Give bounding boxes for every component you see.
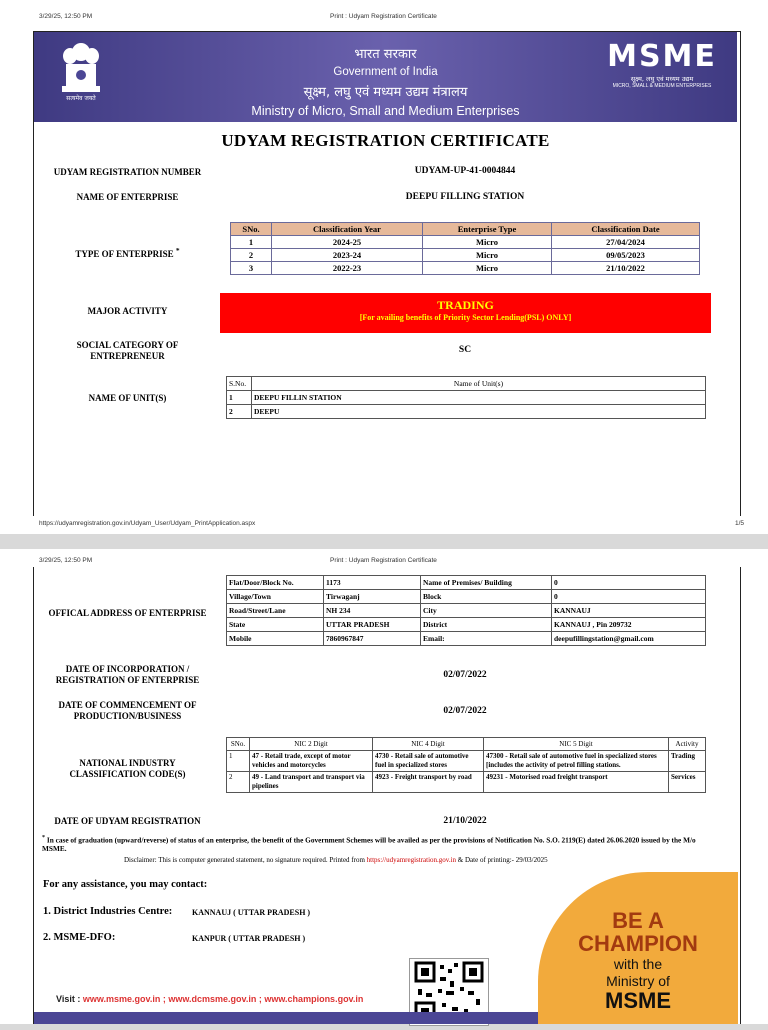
classification-table — [230, 222, 700, 275]
col-header: Classification Year — [272, 223, 423, 236]
col-header: SNo. — [231, 223, 272, 236]
table-row — [227, 576, 706, 590]
table-cell: 27/04/2024 — [552, 236, 700, 249]
name-value: DEEPU FILLING STATION — [405, 192, 525, 202]
champion-line-2: CHAMPION — [578, 931, 698, 956]
udyam-reg-date: 21/10/2022 — [443, 816, 487, 826]
table-cell: Services — [669, 772, 706, 793]
table-cell: DEEPU — [252, 405, 706, 419]
print-datetime: 3/29/25, 12:50 PM — [39, 557, 93, 564]
udyam-reg-date-label: DATE OF UDYAM REGISTRATION — [54, 816, 201, 826]
col-header: Enterprise Type — [423, 223, 552, 236]
table-cell: City — [421, 604, 552, 618]
major-activity-value: TRADING — [437, 298, 494, 312]
table-cell: 1 — [227, 751, 250, 772]
hindi-govt: भारत सरकार — [354, 47, 417, 62]
incorporation-label-1: DATE OF INCORPORATION / — [65, 664, 190, 674]
table-cell: State — [227, 618, 324, 632]
type-label — [40, 246, 215, 259]
table-header-row — [231, 223, 700, 236]
dfo-value: KANPUR ( UTTAR PRADESH ) — [192, 934, 306, 943]
champion-line-5: MSME — [605, 988, 671, 1013]
table-cell: Mobile — [227, 632, 324, 646]
table-cell: 2 — [231, 249, 272, 262]
champion-line-4: Ministry of — [606, 973, 670, 989]
address-table — [226, 575, 706, 646]
table-cell: Tirwaganj — [324, 590, 421, 604]
table-cell: 1173 — [324, 576, 421, 590]
incorporation-date: 02/07/2022 — [443, 670, 487, 680]
msme-logo-text: MSME — [607, 39, 717, 74]
table-cell: 2022-23 — [272, 262, 423, 275]
govt-title: Government of India — [333, 66, 438, 78]
table-cell: DEEPU FILLIN STATION — [252, 391, 706, 405]
table-cell: 21/10/2022 — [552, 262, 700, 275]
table-cell: Micro — [423, 262, 552, 275]
hindi-ministry: सूक्ष्म, लघु एवं मध्यम उद्यम मंत्रालय — [303, 85, 468, 100]
social-category-label-2: ENTREPRENEUR — [90, 351, 165, 361]
table-row — [231, 236, 700, 249]
emblem-caption: सत्यमेव जयते — [66, 95, 96, 102]
table-cell: Village/Town — [227, 590, 324, 604]
table-cell: Trading — [669, 751, 706, 772]
msme-logo-caption: MICRO, SMALL & MEDIUM ENTERPRISES — [612, 83, 712, 89]
table-cell: NH 234 — [324, 604, 421, 618]
table-cell: 09/05/2023 — [552, 249, 700, 262]
table-cell: 4923 - Freight transport by road — [373, 772, 484, 793]
major-activity-note: [For availing benefits of Priority Sector Lending(PSL) ONLY] — [359, 313, 572, 322]
table-cell: 4730 - Retail sale of automotive fuel in specialized stores — [373, 751, 484, 772]
footer-bar — [34, 1012, 538, 1024]
table-row — [231, 249, 700, 262]
table-cell: Micro — [423, 249, 552, 262]
col-header: Classification Date — [552, 223, 700, 236]
table-cell: 1 — [231, 236, 272, 249]
table-cell: 0 — [552, 590, 706, 604]
disclaimer-text-b: & Date of printing:- 29/03/2025 — [457, 856, 548, 864]
major-activity-label: MAJOR ACTIVITY — [87, 306, 168, 316]
disclaimer — [124, 856, 548, 864]
table-header-row — [227, 377, 706, 391]
table-cell: 49231 - Motorised road freight transport — [484, 772, 669, 793]
note-text: In case of graduation (upward/reverse) of status of an enterprise, the benefit of the Government Schemes will be availed as per the provisions of Notification No. S.O. 2119(E) dated 26.06.2020 issued by the M/o MSME. — [42, 835, 696, 854]
table-cell: Block — [421, 590, 552, 604]
print-title: Print : Udyam Registration Certificate — [330, 13, 437, 20]
table-cell: Name of Premises/ Building — [421, 576, 552, 590]
visit-links[interactable]: www.msme.gov.in ; www.dcmsme.gov.in ; www.champions.gov.in — [82, 994, 364, 1004]
table-row — [227, 632, 706, 646]
table-cell: 2024-25 — [272, 236, 423, 249]
reg-no-label: UDYAM REGISTRATION NUMBER — [53, 167, 202, 177]
col-header: S.No. — [227, 377, 252, 391]
table-row — [227, 618, 706, 632]
certificate-title: UDYAM REGISTRATION CERTIFICATE — [221, 131, 550, 150]
graduation-note — [42, 834, 707, 853]
col-header: Name of Unit(s) — [252, 377, 706, 391]
table-row — [227, 751, 706, 772]
dfo-label: 2. MSME-DFO: — [43, 932, 116, 943]
type-label-star: * — [175, 246, 180, 255]
print-datetime: 3/29/25, 12:50 PM — [39, 13, 93, 20]
table-row — [227, 391, 706, 405]
col-header: NIC 4 Digit — [373, 738, 484, 751]
table-cell: 2023-24 — [272, 249, 423, 262]
table-row — [227, 604, 706, 618]
table-row — [227, 772, 706, 793]
page-number: 1/5 — [735, 520, 745, 527]
certificate-header — [34, 32, 737, 122]
table-header-row — [227, 738, 706, 751]
disclaimer-link[interactable]: https://udyamregistration.gov.in — [366, 856, 457, 864]
col-header: Activity — [669, 738, 706, 751]
table-cell: Flat/Door/Block No. — [227, 576, 324, 590]
table-cell: District — [421, 618, 552, 632]
table-cell: UTTAR PRADESH — [324, 618, 421, 632]
table-row — [231, 262, 700, 275]
table-cell: 2 — [227, 772, 250, 793]
table-cell: 2 — [227, 405, 252, 419]
nic-label-2: CLASSIFICATION CODE(S) — [69, 769, 186, 779]
ministry-title: Ministry of Micro, Small and Medium Enterprises — [251, 104, 520, 118]
table-cell: Micro — [423, 236, 552, 249]
table-cell: 3 — [231, 262, 272, 275]
print-title: Print : Udyam Registration Certificate — [330, 557, 437, 564]
units-label: NAME OF UNIT(S) — [88, 393, 167, 403]
table-row — [227, 405, 706, 419]
table-row — [227, 590, 706, 604]
major-activity-banner — [220, 293, 711, 333]
commencement-date: 02/07/2022 — [443, 706, 487, 716]
print-url: https://udyamregistration.gov.in/Udyam_User/Udyam_PrintApplication.aspx — [39, 520, 256, 527]
incorporation-label-2: REGISTRATION OF ENTERPRISE — [55, 675, 200, 685]
email-link[interactable]: deepufillingstation@gmail.com — [552, 632, 706, 646]
msme-logo-hindi: सूक्ष्म, लघु एवं मध्यम उद्यम — [630, 75, 694, 83]
dic-label: 1. District Industries Centre: — [43, 906, 173, 917]
table-cell: Road/Street/Lane — [227, 604, 324, 618]
visit-label: Visit : — [56, 994, 81, 1004]
champion-line-1: BE A — [612, 908, 664, 933]
note-star: * — [42, 835, 46, 841]
table-cell: KANNAUJ , Pin 209732 — [552, 618, 706, 632]
col-header: NIC 2 Digit — [250, 738, 373, 751]
col-header: NIC 5 Digit — [484, 738, 669, 751]
table-cell: 0 — [552, 576, 706, 590]
msme-logo — [607, 39, 717, 89]
social-category-value: SC — [458, 345, 472, 355]
nic-label-1: NATIONAL INDUSTRY — [79, 758, 176, 768]
table-cell: 49 - Land transport and transport via pipelines — [250, 772, 373, 793]
commencement-label-2: PRODUCTION/BUSINESS — [73, 711, 182, 721]
dic-value: KANNAUJ ( UTTAR PRADESH ) — [192, 908, 311, 917]
visit-line — [56, 994, 363, 1004]
table-cell: Email: — [421, 632, 552, 646]
reg-no-value: UDYAM-UP-41-0004844 — [414, 166, 516, 176]
table-cell: 1 — [227, 391, 252, 405]
social-category-label-1: SOCIAL CATEGORY OF — [76, 340, 179, 350]
champion-line-3: with the — [613, 956, 663, 972]
address-label: OFFICAL ADDRESS OF ENTERPRISE — [48, 608, 207, 618]
table-cell: KANNAUJ — [552, 604, 706, 618]
type-label-text: TYPE OF ENTERPRISE — [75, 249, 174, 259]
units-table — [226, 376, 706, 419]
table-cell: 47300 - Retail sale of automotive fuel in specialized stores [includes the activity of petrol filling stations. — [484, 751, 669, 772]
table-cell: 7860967847 — [324, 632, 421, 646]
commencement-label-1: DATE OF COMMENCEMENT OF — [58, 700, 197, 710]
table-cell: 47 - Retail trade, except of motor vehicles and motorcycles — [250, 751, 373, 772]
disclaimer-text-a: Disclaimer: This is computer generated statement, no signature required. Printed from — [124, 856, 365, 864]
nic-table — [226, 737, 706, 793]
assistance-heading: For any assistance, you may contact: — [43, 879, 208, 890]
col-header: SNo. — [227, 738, 250, 751]
name-label: NAME OF ENTERPRISE — [76, 192, 179, 202]
